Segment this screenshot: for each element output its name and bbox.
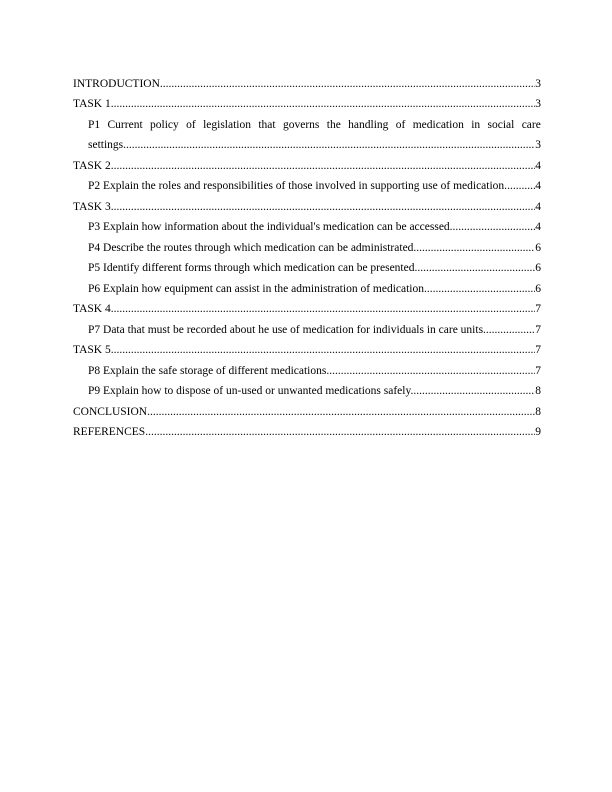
toc-page-number: 4 bbox=[535, 180, 541, 192]
toc-page-number: 3 bbox=[535, 77, 541, 90]
toc-entry-introduction[interactable] bbox=[73, 70, 541, 91]
toc-entry-label: P6 Explain how equipment can assist in the administration of medication. bbox=[88, 282, 427, 295]
toc-entry-p2[interactable] bbox=[73, 173, 541, 194]
toc-entry-label: CONCLUSION bbox=[73, 405, 148, 418]
toc-page-number: 6 bbox=[535, 262, 541, 274]
toc-word: Current bbox=[107, 118, 143, 131]
toc-entry-conclusion[interactable] bbox=[73, 398, 541, 419]
toc-leader-dots bbox=[507, 179, 535, 193]
toc-entry-label: P5 Identify different forms through which medication can be presented. bbox=[88, 262, 418, 274]
toc-page-number: 3 bbox=[535, 139, 541, 151]
toc-word: handling bbox=[348, 118, 389, 131]
toc-entry-label: TASK 3 bbox=[73, 200, 111, 213]
toc-page-number: 3 bbox=[535, 98, 541, 110]
toc-word: social bbox=[487, 118, 515, 131]
toc-page-number: 4 bbox=[535, 221, 541, 233]
toc-leader-dots bbox=[329, 364, 535, 378]
toc-entry-label-line-1 bbox=[88, 111, 541, 132]
toc-entry-label: P4 Describe the routes through which medication can be administrated bbox=[88, 241, 414, 254]
toc-leader-dots bbox=[453, 220, 536, 234]
toc-entry-task-5[interactable] bbox=[73, 337, 541, 358]
toc-entry-label: settings. bbox=[88, 139, 127, 151]
toc-page-number: 6 bbox=[535, 241, 541, 254]
toc-entry-label: TASK 5 bbox=[73, 344, 111, 356]
toc-entry-label: P3 Explain how information about the individual's medication can be accessed. bbox=[88, 221, 453, 233]
toc-page-number: 7 bbox=[535, 303, 541, 315]
toc-entry-label: P7 Data that must be recorded about he use of medication for individuals in care units. bbox=[88, 323, 486, 336]
toc-entry-label: INTRODUCTION bbox=[73, 77, 160, 90]
toc-entry-label-line-2 bbox=[88, 132, 541, 153]
toc-leader-dots bbox=[111, 200, 536, 214]
toc-entry-label: TASK 1 bbox=[73, 98, 111, 110]
toc-page-number: 8 bbox=[535, 405, 541, 418]
toc-leader-dots bbox=[126, 138, 535, 152]
toc-word: P1 bbox=[88, 118, 101, 131]
table-of-contents bbox=[73, 70, 541, 439]
toc-page-number: 8 bbox=[535, 385, 541, 397]
toc-entry-label: TASK 4 bbox=[73, 303, 111, 315]
toc-entry-p1[interactable] bbox=[73, 111, 541, 152]
toc-word: legislation bbox=[203, 118, 251, 131]
toc-entry-p6[interactable] bbox=[73, 275, 541, 296]
toc-entry-label: REFERENCES bbox=[73, 426, 146, 438]
toc-word: of bbox=[395, 118, 406, 131]
toc-entry-label: TASK 2 bbox=[73, 159, 111, 172]
toc-entry-task-2[interactable] bbox=[73, 152, 541, 173]
toc-leader-dots bbox=[147, 405, 535, 419]
toc-leader-dots bbox=[111, 97, 536, 111]
toc-word: of bbox=[186, 118, 196, 131]
toc-leader-dots bbox=[486, 323, 535, 337]
toc-leader-dots bbox=[111, 343, 536, 357]
toc-page-number: 4 bbox=[535, 200, 541, 213]
toc-word: care bbox=[521, 118, 541, 131]
toc-word: the bbox=[326, 118, 341, 131]
toc-entry-label: P9 Explain how to dispose of un-used or unwanted medications safely. bbox=[88, 385, 414, 397]
toc-entry-p3[interactable] bbox=[73, 214, 541, 235]
toc-leader-dots bbox=[111, 302, 536, 316]
toc-word: governs bbox=[282, 118, 320, 131]
toc-entry-label: P8 Explain the safe storage of different medications. bbox=[88, 364, 330, 377]
toc-page-number: 7 bbox=[535, 364, 541, 377]
toc-word: medication bbox=[412, 118, 464, 131]
toc-entry-task-3[interactable] bbox=[73, 193, 541, 214]
toc-page-number: 6 bbox=[535, 282, 541, 295]
toc-word: policy bbox=[150, 118, 179, 131]
toc-entry-references[interactable] bbox=[73, 419, 541, 440]
toc-entry-p4[interactable] bbox=[73, 234, 541, 255]
toc-entry-p5[interactable] bbox=[73, 255, 541, 276]
toc-leader-dots bbox=[413, 384, 535, 398]
toc-leader-dots bbox=[417, 261, 535, 275]
toc-leader-dots bbox=[427, 282, 535, 296]
toc-page-number: 7 bbox=[535, 323, 541, 336]
toc-entry-p9[interactable] bbox=[73, 378, 541, 399]
toc-entry-task-4[interactable] bbox=[73, 296, 541, 317]
toc-entry-p7[interactable] bbox=[73, 316, 541, 337]
toc-page-number: 4 bbox=[535, 159, 541, 172]
toc-page-number: 9 bbox=[535, 426, 541, 438]
toc-leader-dots bbox=[111, 159, 536, 173]
toc-leader-dots bbox=[145, 425, 535, 439]
toc-entry-task-1[interactable] bbox=[73, 91, 541, 112]
toc-word: that bbox=[258, 118, 276, 131]
toc-page-number: 7 bbox=[535, 344, 541, 356]
toc-entry-label: P2 Explain the roles and responsibilities of those involved in supporting use of medication. bbox=[88, 180, 508, 192]
toc-leader-dots bbox=[160, 77, 535, 91]
toc-entry-p8[interactable] bbox=[73, 357, 541, 378]
toc-word: in bbox=[471, 118, 481, 131]
toc-leader-dots bbox=[413, 241, 535, 255]
